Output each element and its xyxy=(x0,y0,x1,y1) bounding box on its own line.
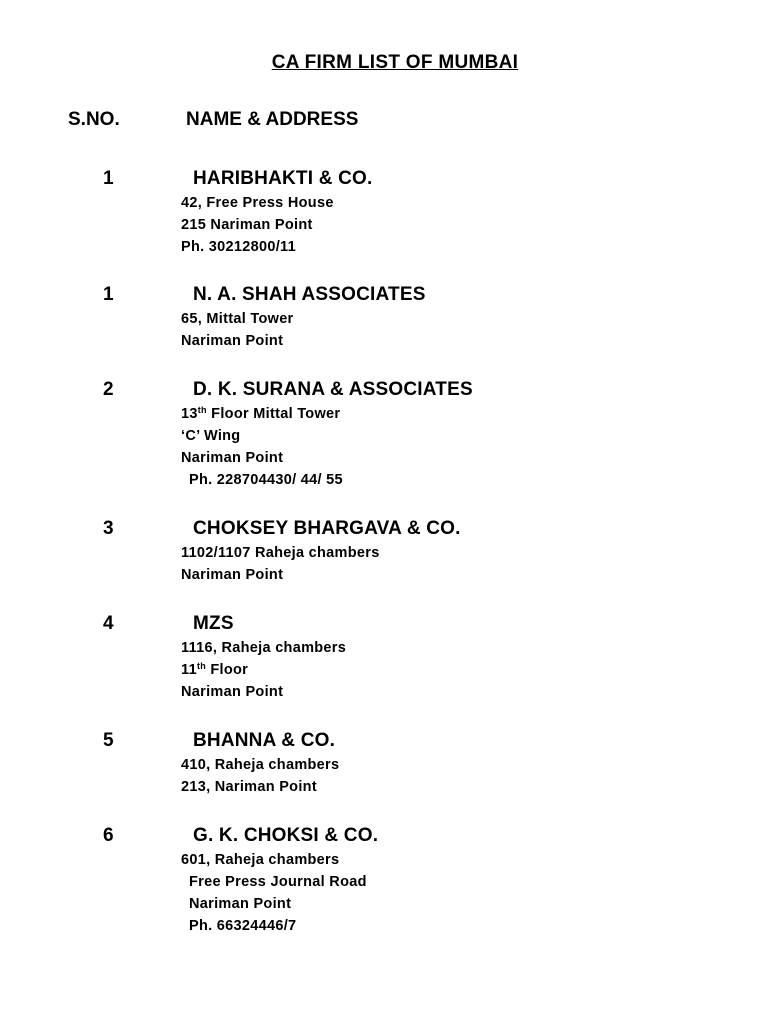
address-line: Free Press Journal Road xyxy=(189,874,367,890)
address-line: Nariman Point xyxy=(181,333,284,349)
phone-line: Ph. 228704430/ 44/ 55 xyxy=(189,472,343,488)
address-line: Nariman Point xyxy=(189,896,292,912)
address-line: 215 Nariman Point xyxy=(181,217,313,233)
serial-number: 3 xyxy=(103,518,114,539)
phone-line: Ph. 66324446/7 xyxy=(189,918,297,934)
address-line: Nariman Point xyxy=(181,450,284,466)
address-line: 42, Free Press House xyxy=(181,195,334,211)
floor-number: 13 xyxy=(181,406,198,422)
address-line: 1102/1107 Raheja chambers xyxy=(181,545,380,561)
serial-number: 1 xyxy=(103,284,114,305)
floor-text: Floor Mittal Tower xyxy=(206,406,341,422)
firm-name: HARIBHAKTI & CO. xyxy=(193,168,373,189)
address-line: 1116, Raheja chambers xyxy=(181,640,347,656)
serial-number: 1 xyxy=(103,168,114,189)
address-line: 65, Mittal Tower xyxy=(181,311,294,327)
serial-number: 4 xyxy=(103,613,114,634)
ordinal-suffix: th xyxy=(197,405,207,415)
firm-address xyxy=(181,849,367,937)
firm-name: CHOKSEY BHARGAVA & CO. xyxy=(193,518,461,539)
firm-address xyxy=(181,403,343,491)
firm-address xyxy=(181,637,346,703)
floor-text: Floor xyxy=(206,662,249,678)
address-line xyxy=(181,403,343,425)
column-header-sno: S.NO. xyxy=(68,109,120,130)
firm-name: D. K. SURANA & ASSOCIATES xyxy=(193,379,473,400)
firm-name: N. A. SHAH ASSOCIATES xyxy=(193,284,426,305)
firm-name: MZS xyxy=(193,613,234,634)
address-line: ‘C’ Wing xyxy=(181,428,241,444)
serial-number: 2 xyxy=(103,379,114,400)
firm-address xyxy=(181,192,334,258)
address-line: Nariman Point xyxy=(181,684,284,700)
firm-name: G. K. CHOKSI & CO. xyxy=(193,825,379,846)
address-line xyxy=(181,659,346,681)
floor-number: 11 xyxy=(181,662,197,678)
firm-address xyxy=(181,754,339,798)
address-line: 213, Nariman Point xyxy=(181,779,317,795)
firm-name: BHANNA & CO. xyxy=(193,730,336,751)
serial-number: 5 xyxy=(103,730,114,751)
address-line: 410, Raheja chambers xyxy=(181,757,340,773)
column-header-name-address: NAME & ADDRESS xyxy=(186,109,359,130)
document-title: CA FIRM LIST OF MUMBAI xyxy=(271,52,519,73)
firm-address xyxy=(181,542,380,586)
serial-number: 6 xyxy=(103,825,114,846)
firm-address xyxy=(181,308,294,352)
phone-line: Ph. 30212800/11 xyxy=(181,239,296,255)
address-line: Nariman Point xyxy=(181,567,284,583)
address-line: 601, Raheja chambers xyxy=(181,852,340,868)
ordinal-suffix: th xyxy=(196,661,207,671)
